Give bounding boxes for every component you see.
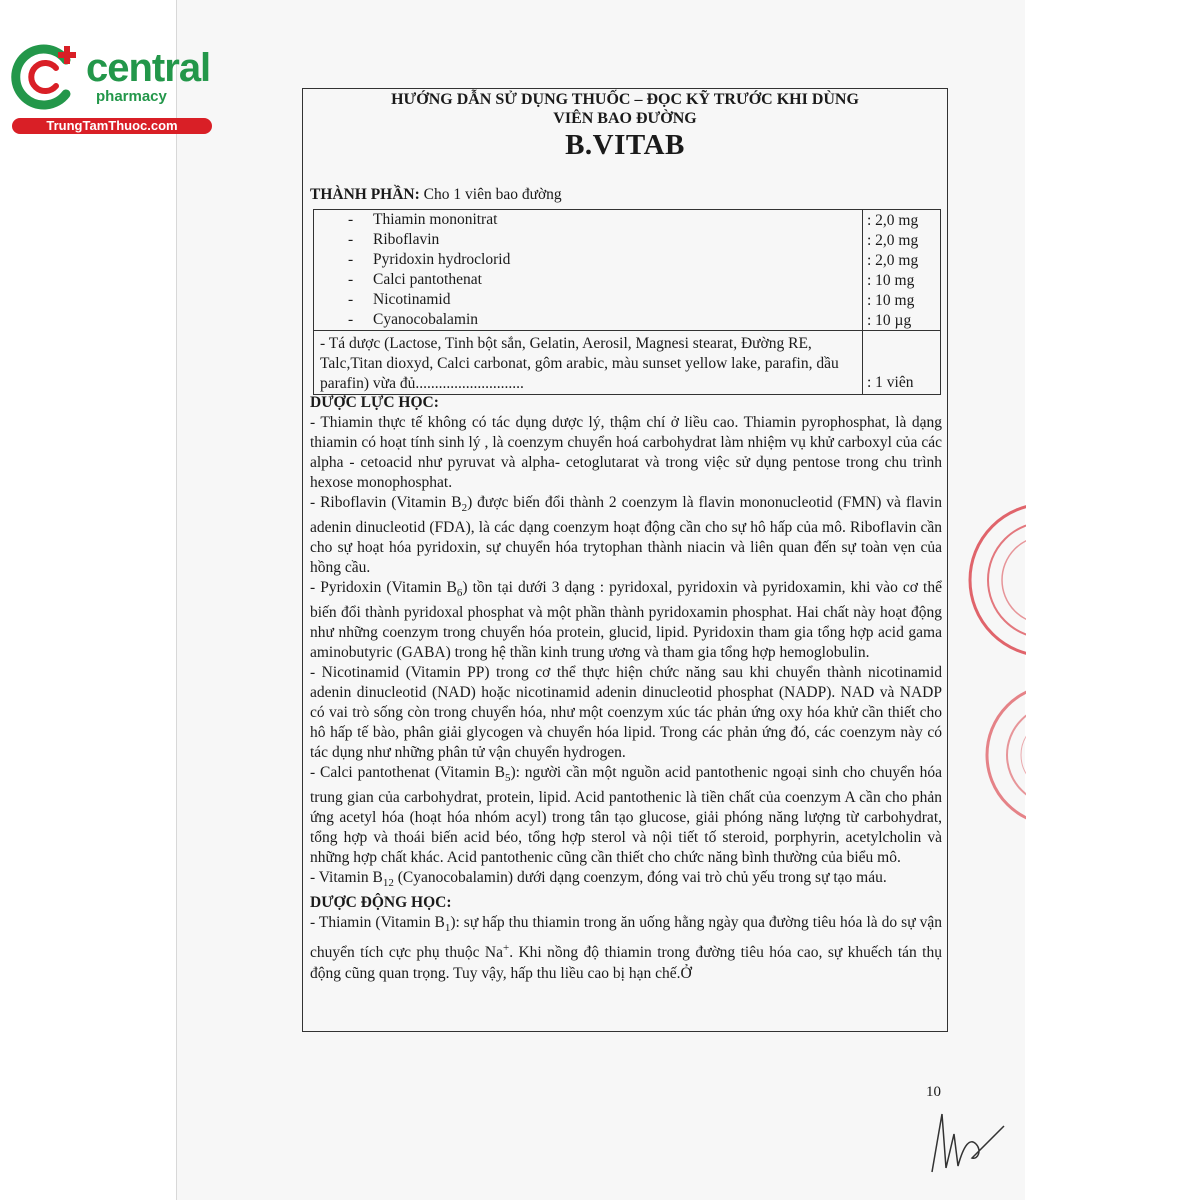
leaflet-header-line2: VIÊN BAO ĐƯỜNG (553, 110, 697, 127)
quantity-list (863, 210, 940, 330)
pharmacodynamics-pyridoxin: - Pyridoxin (Vitamin $B_6$) tồn tại dưới 3 dạng : pyridoxal, pyridoxin và pyridoxamin, khi vào cơ thể biến đổi thành pyridoxal phosphat và một phần thành pyridoxamin phosphat. Hai chất này hoạt động như những coenzym trong chuyển hóa protein, glucid, lipid. Pyridoxin tham gia tổng hợp acid gama aminobutyric (GABA) trong hệ thần kinh trung ương và tham gia tổng hợp hemoglobulin. (310, 579, 942, 662)
pharmacodynamics-calci-pantothenat: - Calci pantothenat (Vitamin $B_5$): người cần một nguồn acid pantothenic ngoại sinh cho chuyển hóa trung gian của carbohydrat, protein, lipid. Acid pantothenic là tiền chất của coenzym A cần cho phản ứng acetyl hóa (hoạt hóa nhóm acyl) trong tân tạo glucose, giải phóng năng lượng từ carbohydrat, tổng hợp và thoái biến acid béo, tổng hợp sterol và nội tiết tố steroid, porphyrin, acetylcholin và những hợp chất khác. Acid pantothenic cũng cần thiết cho chức năng bình thường của biểu mô. (310, 764, 942, 867)
ingredient-name: - Cyanocobalamin (348, 310, 862, 330)
red-stamp-icon (966, 500, 1026, 665)
red-seal-icon (982, 680, 1026, 835)
leaflet-body (310, 393, 942, 984)
pharmacokinetics-heading: DƯỢC ĐỘNG HỌC: (310, 894, 452, 912)
ingredient-qty: : 10 mg (867, 272, 915, 289)
composition-intro: Cho 1 viên bao đường (419, 186, 562, 203)
ingredient-qty: : 2,0 mg (867, 212, 919, 229)
ingredient-qty: : 10 mg (867, 292, 915, 309)
pharmacodynamics-heading: DƯỢC LỰC HỌC: (310, 394, 439, 411)
leaflet-frame (302, 88, 948, 1032)
pharmacodynamics-thiamin: - Thiamin thực tế không có tác dụng dược lý, thậm chí ở liều cao. Thiamin pyrophosphat, là dạng thiamin có hoạt tính sinh lý , là coenzym chuyển hoá carbohydrat làm nhiệm vụ khử carboxyl của các alpha - cetoacid như pyruvat và alpha- cetoglutarat và trong việc sử dụng pentose trong chu trình hexose monophosphat. (310, 414, 942, 491)
pharmacokinetics-thiamin: - Thiamin (Vitamin $B_1$): sự hấp thu thiamin trong ăn uống hằng ngày qua đường tiêu hóa là do sự vận chuyển tích cực phụ thuộc Na+. Khi nồng độ thiamin trong đường tiêu hóa cao, sự khuếch tán thụ động cũng quan trọng. Tuy vậy, hấp thu liều cao bị hạn chế.Ở (310, 914, 942, 982)
pharmacy-cross-icon (8, 38, 86, 116)
excipients-qty: : 1 viên (863, 331, 941, 395)
ingredient-name: - Pyridoxin hydroclorid (348, 250, 862, 270)
signature-icon (920, 1104, 1010, 1189)
logo-subtitle: pharmacy (96, 88, 167, 105)
product-title: B.VITAB (565, 129, 685, 161)
page-number: 10 (926, 1084, 941, 1100)
ingredient-qty: : 10 µg (867, 312, 912, 329)
ingredient-qty: : 2,0 mg (867, 232, 919, 249)
pharmacodynamics-riboflavin: - Riboflavin (Vitamin $B_2$) được biến đổi thành 2 coenzym là flavin mononucleotid (FMN) và flavin adenin dinucleotid (FDA), là các dạng coenzym hoạt động cần cho sự hô hấp của mô. Riboflavin cần cho sự hoạt hóa pyridoxin, sự chuyển hóa trytophan thành niacin và liên quan đến sự toàn vẹn của hồng cầu. (310, 494, 942, 577)
excipients-text: - Tá dược (Lactose, Tinh bột sắn, Gelatin, Aerosil, Magnesi stearat, Đường RE, Talc,Titan dioxyd, Calci carbonat, gôm arabic, màu sunset yellow lake, parafin, dầu parafin) vừa đủ............................ (314, 331, 863, 395)
pharmacodynamics-vitamin-b12: - Vitamin $B_{12}$ (Cyanocobalamin) dưới dạng coenzym, đóng vai trò chủ yếu trong sự tạo máu. (310, 869, 887, 890)
ingredient-name: - Riboflavin (348, 230, 862, 250)
ingredient-name: - Calci pantothenat (348, 270, 862, 290)
logo-brand: central (86, 46, 211, 90)
composition-label: THÀNH PHẦN: (310, 186, 420, 203)
ingredient-name: - Nicotinamid (348, 290, 862, 310)
ingredient-name: - Thiamin mononitrat (348, 210, 862, 230)
leaflet-header-line1: HƯỚNG DẪN SỬ DỤNG THUỐC – ĐỌC KỸ TRƯỚC KHI DÙNG (391, 91, 859, 108)
ingredient-list (314, 210, 862, 330)
pharmacodynamics-nicotinamid: - Nicotinamid (Vitamin PP) trong cơ thể thực hiện chức năng sau khi chuyển thành nicotinamid adenin dinucleotid (NAD) hoặc nicotinamid adenin dinucleotid phosphat (NADP). NAD và NADP có vai trò sống còn trong chuyển hóa, như một coenzym xúc tác phản ứng oxy hóa khử cần thiết cho hô hấp tế bào, phân giải glycogen và chuyển hóa lipid. Trong các phản ứng đó, các coenzym này có tác dụng như những phân tử vận chuyển hydrogen. (310, 664, 942, 762)
central-pharmacy-logo (8, 38, 218, 138)
composition-table (313, 209, 941, 395)
composition-heading (310, 186, 562, 204)
logo-website: TrungTamThuoc.com (12, 118, 212, 134)
ingredient-qty: : 2,0 mg (867, 252, 919, 269)
